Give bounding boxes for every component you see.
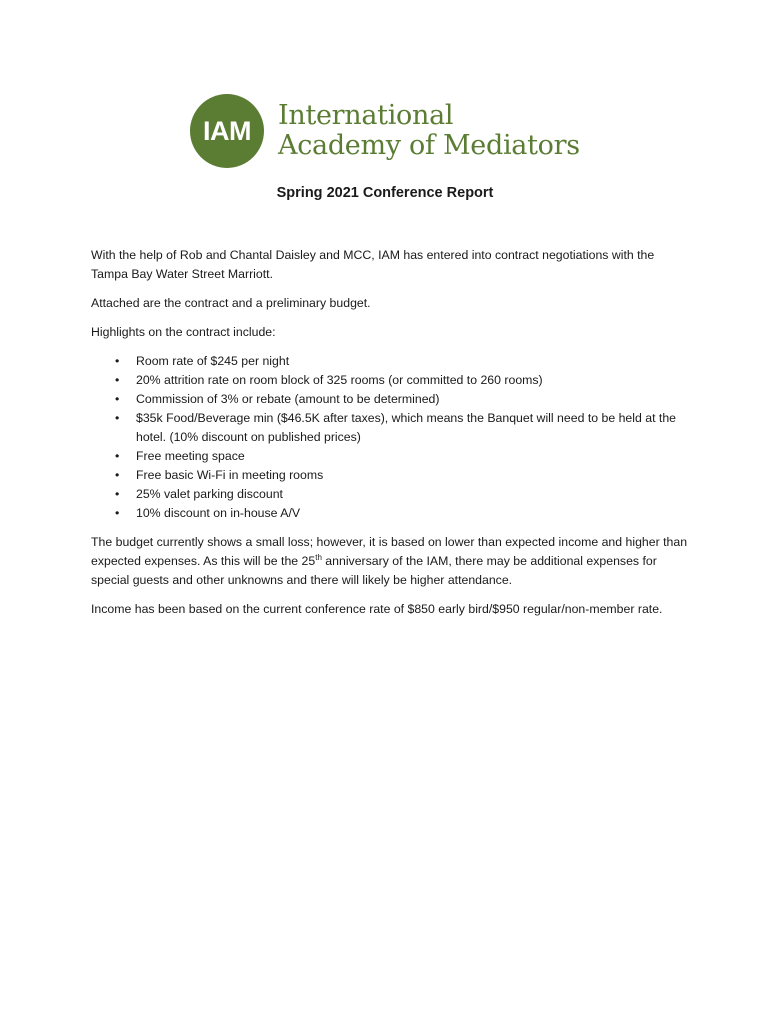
list-item: • 10% discount on in-house A/V (91, 504, 691, 523)
ordinal-suffix: th (315, 552, 322, 562)
bullet-icon: • (115, 373, 120, 387)
logo-line-2: Academy of Mediators (278, 130, 580, 161)
list-item: • 25% valet parking discount (91, 485, 691, 504)
list-item: • Free basic Wi-Fi in meeting rooms (91, 466, 691, 485)
attached-paragraph: Attached are the contract and a preliminary budget. (91, 296, 371, 310)
list-item: • $35k Food/Beverage min ($46.5K after taxes), which means the Banquet will need to be held at the hotel. (10% discount on published prices) (115, 411, 677, 444)
bullet-icon: • (115, 354, 120, 368)
bullet-icon: • (115, 506, 120, 520)
list-item: • Room rate of $245 per night (91, 352, 691, 371)
bullet-icon: • (115, 468, 120, 482)
document-body (91, 246, 691, 629)
logo-wordmark (278, 101, 580, 161)
bullet-icon: • (115, 411, 120, 425)
list-item: • Commission of 3% or rebate (amount to be determined) (91, 390, 691, 409)
budget-paragraph: The budget currently shows a small loss; however, it is based on lower than expected income and higher than expected expenses. As this will be the 25th anniversary of the IAM, there may be additional expenses for special guests and other unknowns and there will likely be higher attendance. (91, 535, 688, 587)
logo-badge (190, 94, 264, 168)
list-item: • 20% attrition rate on room block of 325 rooms (or committed to 260 rooms) (91, 371, 691, 390)
list-item: • Free meeting space (91, 447, 691, 466)
document-title: Spring 2021 Conference Report (276, 185, 494, 201)
logo-line-1: International (278, 100, 454, 131)
intro-paragraph: With the help of Rob and Chantal Daisley and MCC, IAM has entered into contract negotiations with the Tampa Bay Water Street Marriott. (91, 248, 655, 281)
bullet-icon: • (115, 392, 120, 406)
logo-initials: IAM (203, 115, 251, 146)
iam-logo (190, 94, 580, 168)
bullet-icon: • (115, 449, 120, 463)
highlights-intro: Highlights on the contract include: (91, 325, 276, 339)
bullet-icon: • (115, 487, 120, 501)
income-paragraph: Income has been based on the current conference rate of $850 early bird/$950 regular/non-member rate. (91, 602, 663, 616)
highlights-list (91, 352, 691, 523)
